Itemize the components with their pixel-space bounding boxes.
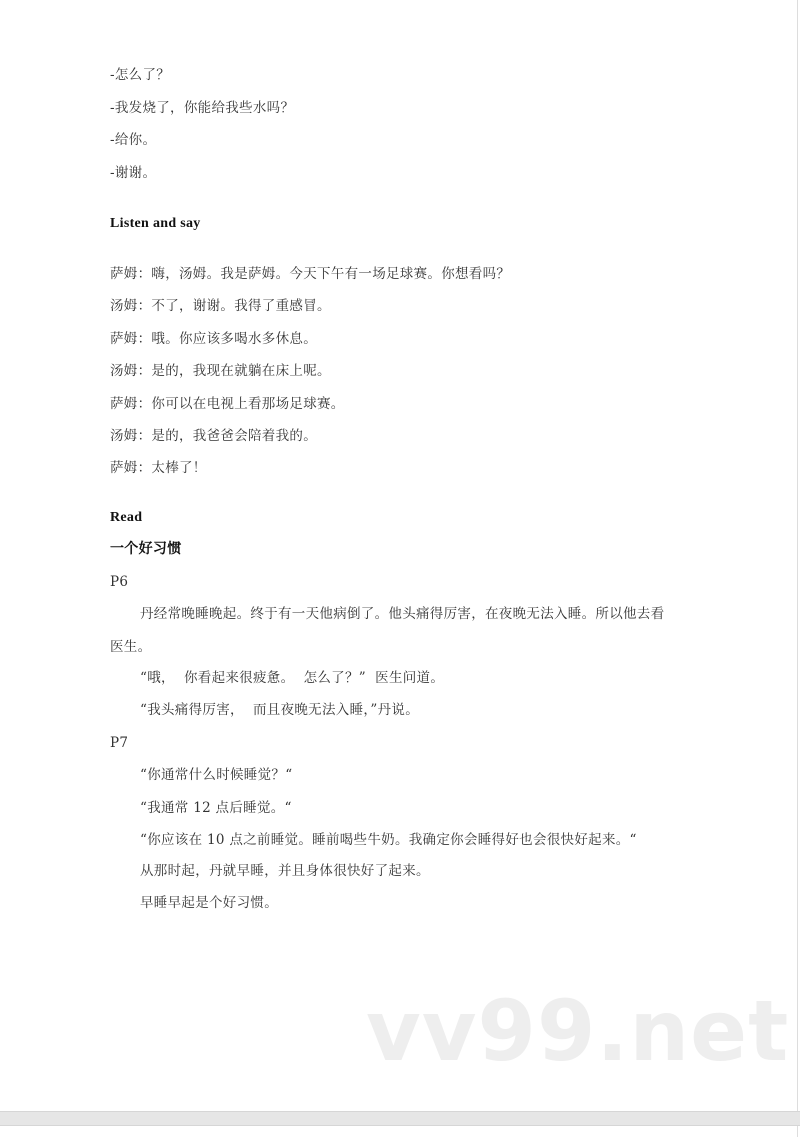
story-paragraph: 医生。 — [110, 639, 152, 655]
story-quote: “哦， 你看起来很疲惫。 怎么了？” 医生问道。 — [140, 670, 445, 686]
story-line: 早睡早起是个好习惯。 — [140, 895, 278, 911]
story-quote: “你应该在 10 点之前睡觉。睡前喝些牛奶。我确定你会睡得好也会很快好起来。“ — [140, 832, 637, 848]
story-quote: “你通常什么时候睡觉？“ — [140, 767, 293, 783]
dialog-line: 汤姆：是的，我现在就躺在床上呢。 — [110, 363, 331, 379]
dialog-line: 萨姆：太棒了！ — [110, 460, 207, 476]
watermark: vv99.net — [366, 982, 790, 1080]
dialog-line: -谢谢。 — [110, 165, 157, 181]
dialog-line: 萨姆：嗨，汤姆。我是萨姆。今天下午有一场足球赛。你想看吗？ — [110, 266, 511, 282]
story-title: 一个好习惯 — [110, 542, 182, 557]
dialog-line: 汤姆：是的，我爸爸会陪着我的。 — [110, 428, 317, 444]
dialog-line: -给你。 — [110, 132, 157, 148]
story-quote: “我通常 12 点后睡觉。“ — [140, 800, 292, 816]
section-heading-read: Read — [110, 510, 143, 525]
page-label-p6: P6 — [110, 574, 129, 590]
dialog-line: -怎么了？ — [110, 67, 171, 83]
section-heading-listen: Listen and say — [110, 216, 201, 231]
story-line: 从那时起，丹就早睡，并且身体很快好了起来。 — [140, 863, 430, 879]
dialog-line: 萨姆：哦。你应该多喝水多休息。 — [110, 331, 317, 347]
dialog-line: 汤姆：不了，谢谢。我得了重感冒。 — [110, 298, 331, 314]
dialog-line: 萨姆：你可以在电视上看那场足球赛。 — [110, 396, 345, 412]
page-label-p7: P7 — [110, 735, 129, 751]
next-page — [0, 1126, 798, 1137]
page-separator — [0, 1111, 800, 1126]
story-paragraph: 丹经常晚睡晚起。终于有一天他病倒了。他头痛得厉害，在夜晚无法入睡。所以他去看 — [140, 606, 665, 622]
story-quote: “我头痛得厉害， 而且夜晚无法入睡，”丹说。 — [140, 702, 420, 718]
dialog-line: -我发烧了，你能给我些水吗？ — [110, 100, 295, 116]
